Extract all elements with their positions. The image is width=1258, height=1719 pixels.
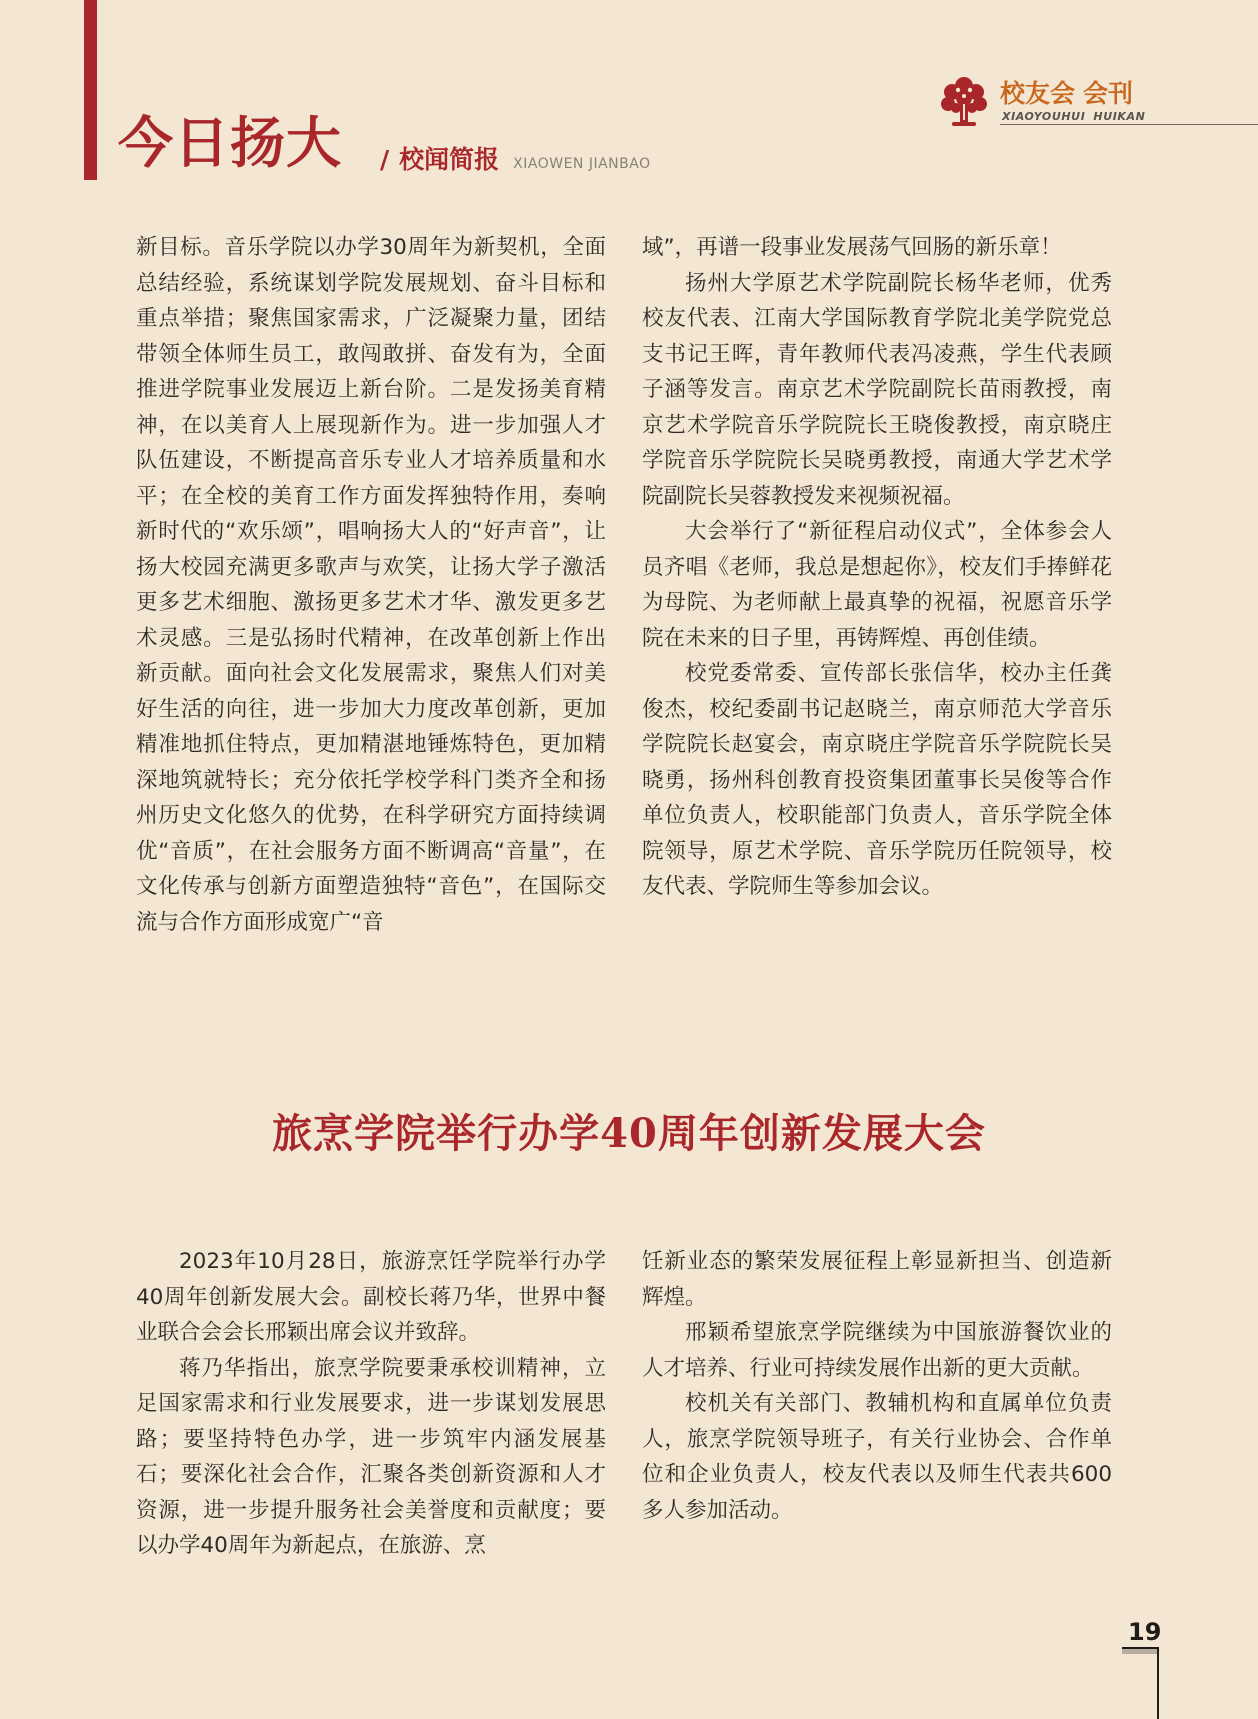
paragraph: 蒋乃华指出，旅烹学院要秉承校训精神，立足国家需求和行业发展要求，进一步谋划发展思路；要坚持特色办学，进一步筑牢内涵发展基石；要深化社会合作，汇聚各类创新资源和人才资源，进一步提升服务社会美誉度和贡献度；要以办学40周年为新起点，在旅游、烹 bbox=[136, 1355, 606, 1558]
paragraph: 扬州大学原艺术学院副院长杨华老师，优秀校友代表、江南大学国际教育学院北美学院党总支书记王晖，青年教师代表冯凌燕，学生代表顾子涵等发言。南京艺术学院副院长苗雨教授，南京艺术学院音乐学院院长王晓俊教授，南京晓庄学院音乐学院院长吴晓勇教授，南通大学艺术学院副院长吴蓉教授发来视频祝福。 bbox=[642, 270, 1112, 509]
subsection-header bbox=[380, 142, 651, 182]
subsection-title: 校闻简报 bbox=[399, 145, 500, 174]
article2-left-column bbox=[136, 1244, 606, 1564]
page-number-shadow bbox=[1122, 1649, 1157, 1654]
page-number-rule bbox=[1122, 1647, 1159, 1649]
page-number-vertical-rule bbox=[1157, 1647, 1159, 1719]
section-title: 今日扬大 bbox=[118, 111, 343, 175]
paragraph: 2023年10月28日，旅游烹饪学院举行办学40周年创新发展大会。副校长蒋乃华，世界中餐业联合会会长邢颖出席会议并致辞。 bbox=[136, 1249, 606, 1345]
section-accent-bar bbox=[84, 0, 97, 180]
paragraph: 域”，再谱一段事业发展荡气回肠的新乐章！ bbox=[642, 235, 1062, 260]
page-number: 19 bbox=[1128, 1618, 1162, 1646]
article2-right-column bbox=[642, 1244, 1112, 1528]
subsection-slash: / bbox=[380, 145, 390, 174]
paragraph: 校党委常委、宣传部长张信华，校办主任龚俊杰，校纪委副书记赵晓兰，南京师范大学音乐学院院长赵宴会，南京晓庄学院音乐学院院长吴晓勇，扬州科创教育投资集团董事长吴俊等合作单位负责人，校职能部门负责人，音乐学院全体院领导，原艺术学院、音乐学院历任院领导，校友代表、学院师生等参加会议。 bbox=[642, 661, 1112, 899]
article1-right-column bbox=[642, 230, 1112, 905]
article1-left-column bbox=[136, 230, 606, 940]
brand-pinyin: XIAOYOUHUI HUIKAN bbox=[1002, 110, 1146, 123]
header-rule bbox=[1000, 124, 1258, 125]
tree-emblem-icon bbox=[938, 72, 990, 130]
paragraph: 新目标。音乐学院以办学30周年为新契机，全面总结经验，系统谋划学院发展规划、奋斗目标和重点举措；聚焦国家需求，广泛凝聚力量，团结带领全体师生员工，敢闯敢拼、奋发有为，全面推进学院事业发展迈上新台阶。二是发扬美育精神，在以美育人上展现新作为。进一步加强人才队伍建设，不断提高音乐专业人才培养质量和水平；在全校的美育工作方面发挥独特作用，奏响新时代的“欢乐颂”，唱响扬大人的“好声音”，让扬大校园充满更多歌声与欢笑，让扬大学子激活更多艺术细胞、激扬更多艺术才华、激发更多艺术灵感。三是弘扬时代精神，在改革创新上作出新贡献。面向社会文化发展需求，聚焦人们对美好生活的向往，进一步加大力度改革创新，更加精准地抓住特点，更加精湛地锤炼特色，更加精深地筑就特长；充分依托学校学科门类齐全和扬州历史文化悠久的优势，在科学研究方面持续调优“音质”，在社会服务方面不断调高“音量”，在文化传承与创新方面塑造独特“音色”，在国际交流与合作方面形成宽广“音 bbox=[136, 235, 606, 935]
brand-name: 校友会 会刊 bbox=[1000, 79, 1134, 108]
paragraph: 饪新业态的繁荣发展征程上彰显新担当、创造新辉煌。 bbox=[642, 1249, 1112, 1310]
paragraph: 校机关有关部门、教辅机构和直属单位负责人，旅烹学院领导班子，有关行业协会、合作单位和企业负责人，校友代表以及师生代表共600多人参加活动。 bbox=[642, 1391, 1112, 1523]
paragraph: 邢颖希望旅烹学院继续为中国旅游餐饮业的人才培养、行业可持续发展作出新的更大贡献。 bbox=[642, 1320, 1112, 1381]
subsection-pinyin: XIAOWEN JIANBAO bbox=[513, 156, 651, 172]
article-title: 旅烹学院举行办学40周年创新发展大会 bbox=[272, 1110, 986, 1157]
paragraph: 大会举行了“新征程启动仪式”，全体参会人员齐唱《老师，我总是想起你》，校友们手捧鲜花为母院、为老师献上最真挚的祝福，祝愿音乐学院在未来的日子里，再铸辉煌、再创佳绩。 bbox=[642, 519, 1112, 651]
